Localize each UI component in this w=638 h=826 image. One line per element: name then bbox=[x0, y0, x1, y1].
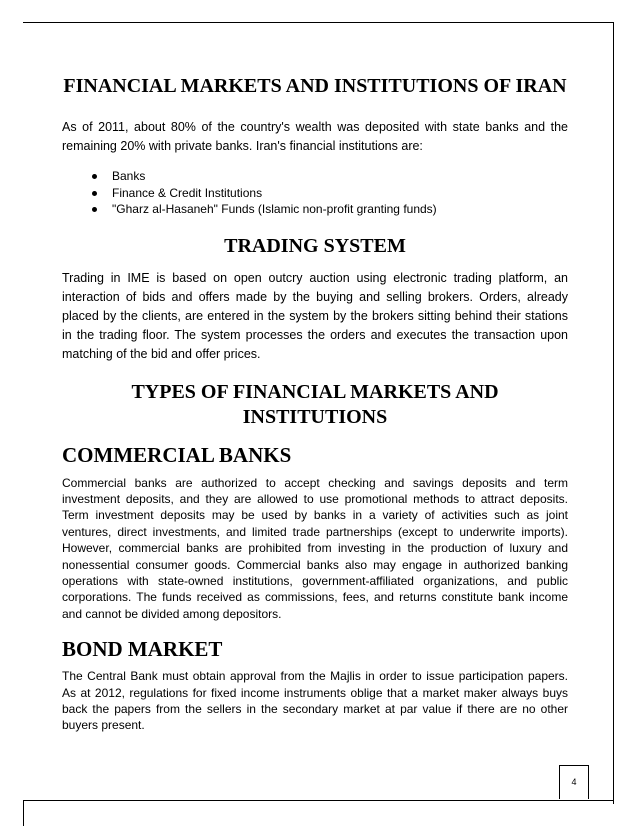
list-item: Banks bbox=[62, 168, 568, 185]
bullet-icon bbox=[92, 191, 97, 196]
section-title-financial-markets: FINANCIAL MARKETS AND INSTITUTIONS OF IRAN bbox=[63, 75, 567, 97]
section-title-bond-market: BOND MARKET bbox=[62, 637, 223, 662]
bullet-icon bbox=[92, 174, 97, 179]
trading-system-paragraph: Trading in IME is based on open outcry auction using electronic trading platform, an interaction of bids and offers made by the buying and selling brokers. Orders, already placed by the clients, are entered in the system by the brokers sitting behind their stations in the trading floor. The system processes the orders and executes the transaction upon matching of the bid and offer prices. bbox=[62, 270, 568, 361]
commercial-banks-paragraph: Commercial banks are authorized to accept checking and savings deposits and term investment deposits, and they are allowed to use promotional methods to attract deposits. Term investment deposits may be used by banks in a variety of activities such as joint ventures, direct investments, and limited trade partnerships (except to underwrite imports). However, commercial banks are prohibited from investing in the production of luxury and nonessential consumer goods. Commercial banks also may engage in authorized banking operations with state-owned institutions, government-affiliated organizations, and public corporations. The funds received as commissions, fees, and returns constitute bank income and cannot be divided among depositors. bbox=[62, 475, 568, 621]
bullet-icon bbox=[92, 207, 97, 212]
page-number: 4 bbox=[559, 765, 589, 799]
section-title-trading-system: TRADING SYSTEM bbox=[224, 234, 406, 257]
intro-paragraph: As of 2011, about 80% of the country's wealth was deposited with state banks and the remaining 20% with private banks. Iran's financial institutions are: bbox=[62, 120, 568, 153]
list-item: Finance & Credit Institutions bbox=[62, 185, 568, 202]
institutions-list bbox=[62, 168, 568, 218]
list-item: "Gharz al-Hasaneh" Funds (Islamic non-profit granting funds) bbox=[62, 201, 568, 218]
page-border-left bbox=[23, 800, 24, 826]
document-body bbox=[62, 74, 568, 734]
page-border-bottom bbox=[23, 800, 614, 801]
page-border-top bbox=[23, 22, 614, 23]
bond-market-paragraph: The Central Bank must obtain approval from the Majlis in order to issue participation papers. As at 2012, regulations for fixed income instruments oblige that a market maker always buys back the papers from the sellers in the secondary market at par value if there are no other buyers present. bbox=[62, 669, 568, 733]
section-title-types: TYPES OF FINANCIAL MARKETS AND INSTITUTIONS bbox=[131, 380, 499, 428]
page-border-right bbox=[613, 22, 614, 804]
section-title-commercial-banks: COMMERCIAL BANKS bbox=[62, 442, 292, 467]
